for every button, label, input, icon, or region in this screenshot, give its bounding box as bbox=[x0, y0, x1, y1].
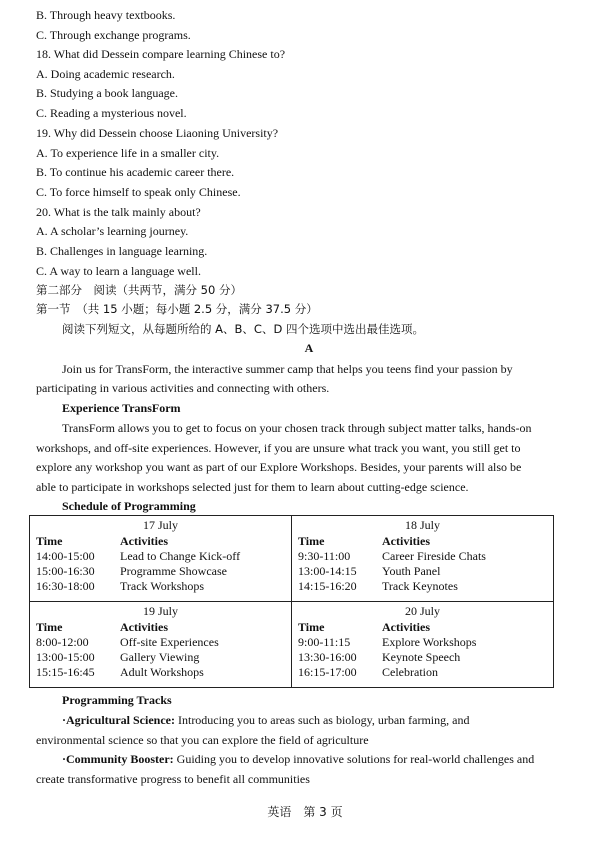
schedule-time: 15:00-16:30 bbox=[36, 564, 95, 578]
schedule-day-cell bbox=[292, 602, 554, 688]
schedule-activity: Programme Showcase bbox=[120, 564, 227, 578]
part-two-heading: 第二部分 阅读（共两节，满分 50 分） bbox=[36, 283, 242, 297]
schedule-activity: Lead to Change Kick-off bbox=[120, 549, 241, 563]
question-18-option-c: C. Reading a mysterious novel. bbox=[36, 106, 187, 120]
schedule-time: 16:15-17:00 bbox=[298, 665, 357, 679]
question-18: 18. What did Dessein compare learning Chinese to? bbox=[36, 47, 286, 61]
schedule-day-cell bbox=[30, 602, 292, 688]
question-20-option-a: A. A scholar’s learning journey. bbox=[36, 224, 189, 238]
track-agricultural-text: Introducing you to areas such as biology, urban farming, and bbox=[174, 713, 470, 727]
schedule-time: 9:30-11:00 bbox=[298, 549, 351, 563]
reading-instructions: 阅读下列短文，从每题所给的 A、B、C、D 四个选项中选出最佳选项。 bbox=[62, 322, 424, 336]
schedule-time: 9:00-11:15 bbox=[298, 635, 351, 649]
track-community-text: Guiding you to develop innovative solutions for real-world challenges and bbox=[173, 752, 535, 766]
intro-paragraph-line-1: Join us for TransForm, the interactive summer camp that helps you teens find your passion by bbox=[62, 362, 513, 376]
time-header: Time bbox=[36, 620, 63, 634]
activities-header: Activities bbox=[382, 620, 430, 634]
schedule-activity: Youth Panel bbox=[382, 564, 441, 578]
schedule-date: 20 July bbox=[404, 604, 440, 618]
question-20: 20. What is the talk mainly about? bbox=[36, 205, 201, 219]
schedule-heading: Schedule of Programming bbox=[62, 499, 196, 513]
activities-header: Activities bbox=[382, 534, 430, 548]
schedule-date: 19 July bbox=[142, 604, 178, 618]
schedule-time: 16:30-18:00 bbox=[36, 579, 95, 593]
intro-paragraph-line-2: participating in various activities and connecting with others. bbox=[36, 381, 330, 395]
experience-paragraph-line-1: TransForm allows you to get to focus on your chosen track through subject matter talks, hands-on bbox=[62, 421, 532, 435]
schedule-activity: Celebration bbox=[382, 665, 438, 679]
schedule-time: 13:00-14:15 bbox=[298, 564, 357, 578]
schedule-time: 14:00-15:00 bbox=[36, 549, 95, 563]
schedule-date: 18 July bbox=[404, 518, 440, 532]
time-header: Time bbox=[298, 620, 325, 634]
track-community-line-2: create transformative progress to benefit all communities bbox=[36, 772, 310, 786]
experience-paragraph-line-4: able to participate in workshops selected just for them to learn about cutting-edge science. bbox=[36, 480, 469, 494]
time-header: Time bbox=[36, 534, 63, 548]
option-b-line: B. Through heavy textbooks. bbox=[36, 8, 176, 22]
schedule-time: 14:15-16:20 bbox=[298, 579, 357, 593]
schedule-time: 13:00-15:00 bbox=[36, 650, 95, 664]
question-19-option-a: A. To experience life in a smaller city. bbox=[36, 146, 220, 160]
experience-heading: Experience TransForm bbox=[62, 401, 181, 415]
tracks-heading: Programming Tracks bbox=[62, 693, 172, 707]
question-20-option-c: C. A way to learn a language well. bbox=[36, 264, 201, 278]
track-community-label: ·Community Booster: bbox=[62, 752, 174, 766]
schedule-activity: Gallery Viewing bbox=[120, 650, 200, 664]
track-agricultural-line-2: environmental science so that you can explore the field of agriculture bbox=[36, 733, 369, 747]
schedule-activity: Track Workshops bbox=[120, 579, 205, 593]
schedule-activity: Career Fireside Chats bbox=[382, 549, 486, 563]
schedule-time: 15:15-16:45 bbox=[36, 665, 95, 679]
schedule-activity: Explore Workshops bbox=[382, 635, 477, 649]
activities-header: Activities bbox=[120, 534, 168, 548]
schedule-date: 17 July bbox=[142, 518, 178, 532]
schedule-day-cell bbox=[30, 516, 292, 602]
page-footer: 英语 第 3 页 bbox=[267, 805, 343, 819]
question-20-option-b: B. Challenges in language learning. bbox=[36, 244, 208, 258]
schedule-time: 13:30-16:00 bbox=[298, 650, 357, 664]
option-c-line: C. Through exchange programs. bbox=[36, 28, 191, 42]
passage-letter: A bbox=[304, 341, 314, 355]
question-18-option-b: B. Studying a book language. bbox=[36, 86, 178, 100]
question-19: 19. Why did Dessein choose Liaoning University? bbox=[36, 126, 279, 140]
experience-paragraph-line-3: explore any workshop you want as part of our Explore Workshops. Besides, your parents will also be bbox=[36, 460, 522, 474]
schedule-time: 8:00-12:00 bbox=[36, 635, 89, 649]
schedule-activity: Adult Workshops bbox=[120, 665, 204, 679]
question-18-option-a: A. Doing academic research. bbox=[36, 67, 175, 81]
question-19-option-c: C. To force himself to speak only Chinese. bbox=[36, 185, 241, 199]
schedule-activity: Track Keynotes bbox=[382, 579, 458, 593]
activities-header: Activities bbox=[120, 620, 168, 634]
schedule-table bbox=[29, 515, 554, 688]
schedule-day-cell bbox=[292, 516, 554, 602]
schedule-activity: Off-site Experiences bbox=[120, 635, 219, 649]
section-one-heading: 第一节 （共 15 小题；每小题 2.5 分，满分 37.5 分） bbox=[36, 302, 318, 316]
track-community-line-1 bbox=[62, 752, 534, 766]
question-19-option-b: B. To continue his academic career there. bbox=[36, 165, 235, 179]
time-header: Time bbox=[298, 534, 325, 548]
track-agricultural-line-1 bbox=[62, 713, 469, 727]
experience-paragraph-line-2: workshops, and off-site experiences. However, if you are unsure what track you want, you still get to bbox=[36, 441, 521, 455]
track-agricultural-label: ·Agricultural Science: bbox=[62, 713, 175, 727]
schedule-activity: Keynote Speech bbox=[382, 650, 461, 664]
